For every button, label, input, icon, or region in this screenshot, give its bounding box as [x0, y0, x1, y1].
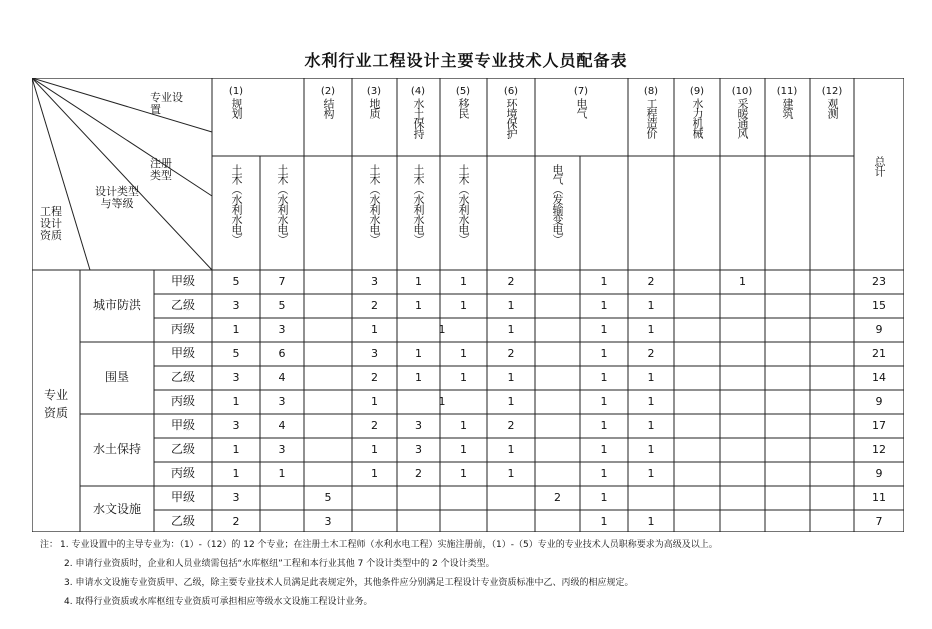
- specialty-name: 移民: [457, 98, 470, 118]
- specialty-name: 建筑: [781, 98, 794, 118]
- table-cell: 3: [415, 443, 422, 456]
- grade-label: 丙级: [170, 322, 195, 336]
- note-item: 3. 申请水文设施专业资质甲、乙级，除主要专业技术人员满足此表规定外，其他条件应分别满足工程设计专业资质标准中乙、丙级的相应规定。: [64, 578, 634, 588]
- table-cell: 3: [232, 491, 240, 504]
- header-specialty-setting: 专业设置: [150, 91, 183, 116]
- grade-label: 甲级: [170, 346, 195, 360]
- table-cell: 1: [600, 275, 608, 288]
- grade-label: 丙级: [170, 466, 195, 480]
- specialty-name: 地质: [368, 98, 381, 118]
- table-cell: 2: [415, 467, 422, 480]
- table-cell: 1: [600, 299, 608, 312]
- grade-label: 乙级: [170, 514, 195, 528]
- table-cell: 11: [872, 491, 886, 504]
- table-cell: 1: [600, 371, 608, 384]
- table-cell: 1: [600, 515, 608, 528]
- table-cell-merged: 1: [438, 323, 446, 336]
- table-cell: 1: [460, 467, 467, 480]
- table-cell: 1: [460, 275, 467, 288]
- design-type-name: 水土保持: [92, 442, 141, 456]
- table-cell: 2: [232, 515, 240, 528]
- table-cell: 4: [278, 419, 286, 432]
- table-cell: 1: [507, 323, 515, 336]
- specialty-name: 电气: [575, 98, 588, 118]
- table-cell: 1: [371, 443, 378, 456]
- total-header: 总计: [873, 156, 886, 176]
- notes-lead: 注：: [40, 540, 59, 550]
- table-cell: 2: [371, 419, 378, 432]
- table-cell: 1: [600, 323, 608, 336]
- note-item: 1. 专业设置中的主导专业为：（1）-（12）的 12 个专业；在注册土木工程师（水利水电工程）实施注册前，（1）-（5）专业的专业技术人员职称要求为高级及以上。: [60, 540, 718, 550]
- table-cell: 1: [647, 299, 655, 312]
- table-cell: 5: [232, 275, 240, 288]
- table-cell: 1: [647, 515, 655, 528]
- table-cell: 1: [647, 395, 655, 408]
- page-title: 水利行业工程设计主要专业技术人员配备表: [304, 51, 628, 70]
- table-cell: 1: [460, 443, 467, 456]
- grade-label: 甲级: [170, 418, 195, 432]
- table-cell: 3: [232, 371, 240, 384]
- grade-label: 乙级: [170, 370, 195, 384]
- table-cell: 1: [415, 299, 422, 312]
- table-cell: 1: [460, 419, 467, 432]
- grade-label: 乙级: [170, 442, 195, 456]
- table-cell: 3: [371, 347, 378, 360]
- table-cell: 3: [278, 323, 286, 336]
- table-cell: 14: [872, 371, 886, 384]
- table-cell: 1: [460, 299, 467, 312]
- design-type-name: 城市防洪: [92, 298, 141, 312]
- specialty-number: (9): [689, 86, 705, 97]
- registration-label: 电气（发输变电）: [551, 164, 564, 244]
- table-cell: 2: [647, 275, 655, 288]
- table-cell: 17: [872, 419, 886, 432]
- registration-label: 土木（水利水电）: [230, 164, 243, 244]
- table-cell: 3: [232, 299, 240, 312]
- grade-label: 甲级: [170, 274, 195, 288]
- registration-label: 土木（水利水电）: [368, 164, 381, 244]
- table-cell: 1: [415, 371, 422, 384]
- table-cell: 1: [371, 323, 378, 336]
- grade-label: 乙级: [170, 298, 195, 312]
- table-cell: 3: [278, 395, 286, 408]
- table-cell: 7: [278, 275, 286, 288]
- table-cell: 2: [371, 371, 378, 384]
- table-cell: 2: [371, 299, 378, 312]
- table-cell: 1: [647, 323, 655, 336]
- specialty-name: 规划: [230, 98, 243, 118]
- specialty-name: 环境保护: [505, 98, 518, 138]
- header-eng-qual: 工程设计资质: [40, 205, 62, 242]
- header-registration-type: 注册类型: [150, 157, 172, 182]
- notes: [40, 536, 718, 612]
- specialty-number: (10): [731, 86, 753, 97]
- table-cell: 1: [371, 395, 378, 408]
- table-cell: 3: [371, 275, 378, 288]
- table-cell: 1: [647, 419, 655, 432]
- table-cell: 1: [507, 299, 515, 312]
- specialty-name: 结构: [322, 98, 335, 118]
- table-cell: 3: [278, 443, 286, 456]
- table-cell: 1: [232, 395, 240, 408]
- table-cell: 3: [324, 515, 332, 528]
- table-cell: 4: [278, 371, 286, 384]
- table-cell: 1: [232, 323, 240, 336]
- table-cell: 1: [739, 275, 746, 288]
- specialty-name: 观测: [826, 98, 839, 118]
- specialty-number: (3): [366, 86, 382, 97]
- table-cell: 1: [460, 347, 467, 360]
- qual-group-label: 专业资质: [44, 388, 69, 420]
- specialty-number: (11): [776, 86, 798, 97]
- table-cell-merged: 1: [438, 395, 446, 408]
- specialty-number: (7): [573, 86, 589, 97]
- note-item: 4. 取得行业资质或水库枢纽专业资质可承担相应等级水文设施工程设计业务。: [64, 597, 373, 607]
- header-design-type: 设计类型与等级: [95, 185, 139, 210]
- table-cell: 1: [600, 491, 608, 504]
- specialty-number: (8): [643, 86, 659, 97]
- specialty-name: 水土保持: [412, 98, 425, 138]
- table-cell: 1: [507, 395, 515, 408]
- table-cell: 1: [600, 443, 608, 456]
- design-type-name: 水文设施: [92, 502, 141, 516]
- table-cell: 2: [507, 347, 515, 360]
- table-cell: 1: [600, 419, 608, 432]
- table-cell: 3: [232, 419, 240, 432]
- grade-label: 甲级: [170, 490, 195, 504]
- table-cell: 1: [600, 467, 608, 480]
- table-cell: 9: [875, 395, 883, 408]
- specialty-number: (4): [410, 86, 426, 97]
- table-cell: 1: [415, 347, 422, 360]
- registration-label: 土木（水利水电）: [276, 164, 289, 244]
- table-cell: 6: [278, 347, 286, 360]
- table-cell: 5: [278, 299, 286, 312]
- table-cell: 1: [507, 467, 515, 480]
- table-cell: 1: [415, 275, 422, 288]
- table-cell: 1: [232, 443, 240, 456]
- table-cell: 2: [647, 347, 655, 360]
- table-cell: 1: [232, 467, 240, 480]
- table-cell: 2: [554, 491, 561, 504]
- specialty-name: 水力机械: [691, 98, 704, 138]
- table-cell: 1: [647, 467, 655, 480]
- table-cell: 5: [324, 491, 332, 504]
- table-cell: 23: [872, 275, 886, 288]
- specialty-number: (12): [821, 86, 843, 97]
- table-cell: 9: [875, 467, 883, 480]
- grade-label: 丙级: [170, 394, 195, 408]
- table-cell: 1: [600, 395, 608, 408]
- design-type-name: 围垦: [104, 370, 129, 384]
- table-cell: 15: [872, 299, 886, 312]
- table-cell: 1: [507, 371, 515, 384]
- table-cell: 2: [507, 419, 515, 432]
- specialty-name: 工程造价: [645, 98, 658, 138]
- specialty-name: 采暖通风: [736, 98, 749, 138]
- specialty-number: (1): [228, 86, 244, 97]
- table-cell: 1: [507, 443, 515, 456]
- specialty-number: (5): [455, 86, 471, 97]
- staffing-table: [32, 78, 904, 532]
- table-cell: 3: [415, 419, 422, 432]
- table-cell: 12: [872, 443, 886, 456]
- table-cell: 9: [875, 323, 883, 336]
- registration-label: 土木（水利水电）: [457, 164, 470, 244]
- specialty-number: (6): [503, 86, 519, 97]
- table-cell: 21: [872, 347, 886, 360]
- table-cell: 1: [600, 347, 608, 360]
- table-cell: 1: [647, 371, 655, 384]
- table-cell: 1: [647, 443, 655, 456]
- note-item: 2. 申请行业资质时，企业和人员业绩需包括“水库枢纽”工程和本行业其他 7 个设计类型中的 2 个设计类型。: [64, 559, 495, 569]
- table-cell: 1: [460, 371, 467, 384]
- table-cell: 5: [232, 347, 240, 360]
- table-cell: 2: [507, 275, 515, 288]
- table-cell: 1: [278, 467, 286, 480]
- specialty-number: (2): [320, 86, 336, 97]
- registration-label: 土木（水利水电）: [412, 164, 425, 244]
- table-cell: 7: [875, 515, 883, 528]
- table-cell: 1: [371, 467, 378, 480]
